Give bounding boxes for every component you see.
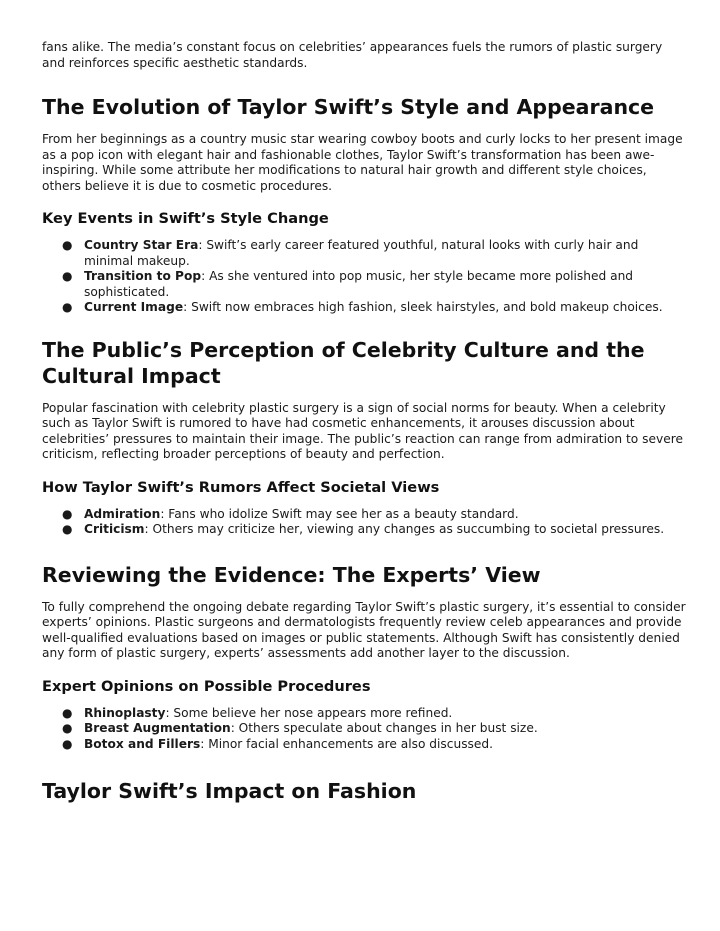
list-item-term: Botox and Fillers: [84, 736, 201, 751]
bullet-icon: ●: [62, 522, 73, 536]
bullet-icon: ●: [62, 721, 73, 735]
list-item-term: Transition to Pop: [84, 269, 202, 283]
list-item: [42, 721, 686, 737]
list-item: [42, 507, 686, 523]
bullet-icon: ●: [62, 506, 73, 521]
list-item: [42, 522, 686, 538]
bullet-icon: ●: [62, 269, 73, 283]
list-item: [42, 269, 686, 300]
list-item-term: Current Image: [84, 300, 184, 314]
list-item-text: : Some believe her nose appears more refined.: [165, 705, 453, 720]
section-heading-experts-view: Reviewing the Evidence: The Experts’ View: [42, 562, 541, 587]
list-item-term: Criticism: [84, 522, 145, 536]
expert-opinions-list: [42, 706, 686, 753]
bullet-icon: ●: [62, 705, 73, 720]
list-item: [42, 300, 686, 316]
list-item-term: Country Star Era: [84, 238, 199, 252]
list-item-text: : Others speculate about changes in her bust size.: [230, 721, 538, 735]
subheading-societal-views: How Taylor Swift’s Rumors Affect Societal Views: [42, 478, 440, 496]
list-item-text: : Swift now embraces high fashion, sleek hairstyles, and bold makeup choices.: [183, 300, 663, 314]
key-events-list: [42, 238, 686, 316]
section-heading-fashion-impact: Taylor Swift’s Impact on Fashion: [42, 779, 417, 803]
list-item-text: : Others may criticize her, viewing any changes as succumbing to societal pressures.: [144, 522, 665, 536]
section-paragraph-public-perception: Popular fascination with celebrity plastic surgery is a sign of social norms for beauty. When a celebrity such as Taylor Swift is rumored to have had cosmetic enhancements, it arouses discussion about celebrities’ pressures to maintain their image. The public’s reaction can range from admiration to severe criticism, reflecting broader perceptions of beauty and perfection.: [42, 400, 683, 461]
list-item-term: Breast Augmentation: [84, 721, 231, 735]
list-item-text: : As she ventured into pop music, her style became more polished and sophisticated.: [84, 269, 634, 299]
list-item-text: : Swift’s early career featured youthful, natural looks with curly hair and minimal makeup.: [84, 238, 639, 268]
list-item-text: : Fans who idolize Swift may see her as a beauty standard.: [160, 506, 519, 521]
list-item: [42, 706, 686, 722]
list-item-text: : Minor facial enhancements are also discussed.: [200, 736, 494, 751]
list-item: [42, 737, 686, 753]
list-item: [42, 238, 686, 269]
list-item-term: Rhinoplasty: [84, 705, 166, 720]
list-item-term: Admiration: [84, 506, 161, 521]
societal-views-list: [42, 507, 686, 538]
bullet-icon: ●: [62, 300, 73, 314]
section-heading-style-evolution: The Evolution of Taylor Swift’s Style and Appearance: [42, 95, 655, 119]
subheading-expert-opinions: Expert Opinions on Possible Procedures: [42, 677, 371, 695]
intro-paragraph: fans alike. The media’s constant focus on celebrities’ appearances fuels the rumors of plastic surgery and reinforces specific aesthetic standards.: [42, 40, 663, 70]
subheading-key-events: Key Events in Swift’s Style Change: [42, 210, 329, 227]
bullet-icon: ●: [62, 238, 73, 252]
section-paragraph-experts-view: To fully comprehend the ongoing debate regarding Taylor Swift’s plastic surgery, it’s essential to consider experts’ opinions. Plastic surgeons and dermatologists frequently review celeb appearances and provide well-qualified evaluations based on images or public statements. Although Swift has consistently denied any form of plastic surgery, experts’ assessments add another layer to the discussion.: [42, 599, 686, 660]
bullet-icon: ●: [62, 736, 73, 751]
section-paragraph-style-evolution: From her beginnings as a country music star wearing cowboy boots and curly locks to her present image as a pop icon with elegant hair and fashionable clothes, Taylor Swift’s transformation has been awe-inspiring. While some attribute her modifications to natural hair growth and different style choices, others believe it is due to cosmetic procedures.: [42, 132, 683, 193]
section-heading-public-perception: The Public’s Perception of Celebrity Culture and the Cultural Impact: [42, 337, 645, 388]
article-body: [42, 40, 686, 804]
